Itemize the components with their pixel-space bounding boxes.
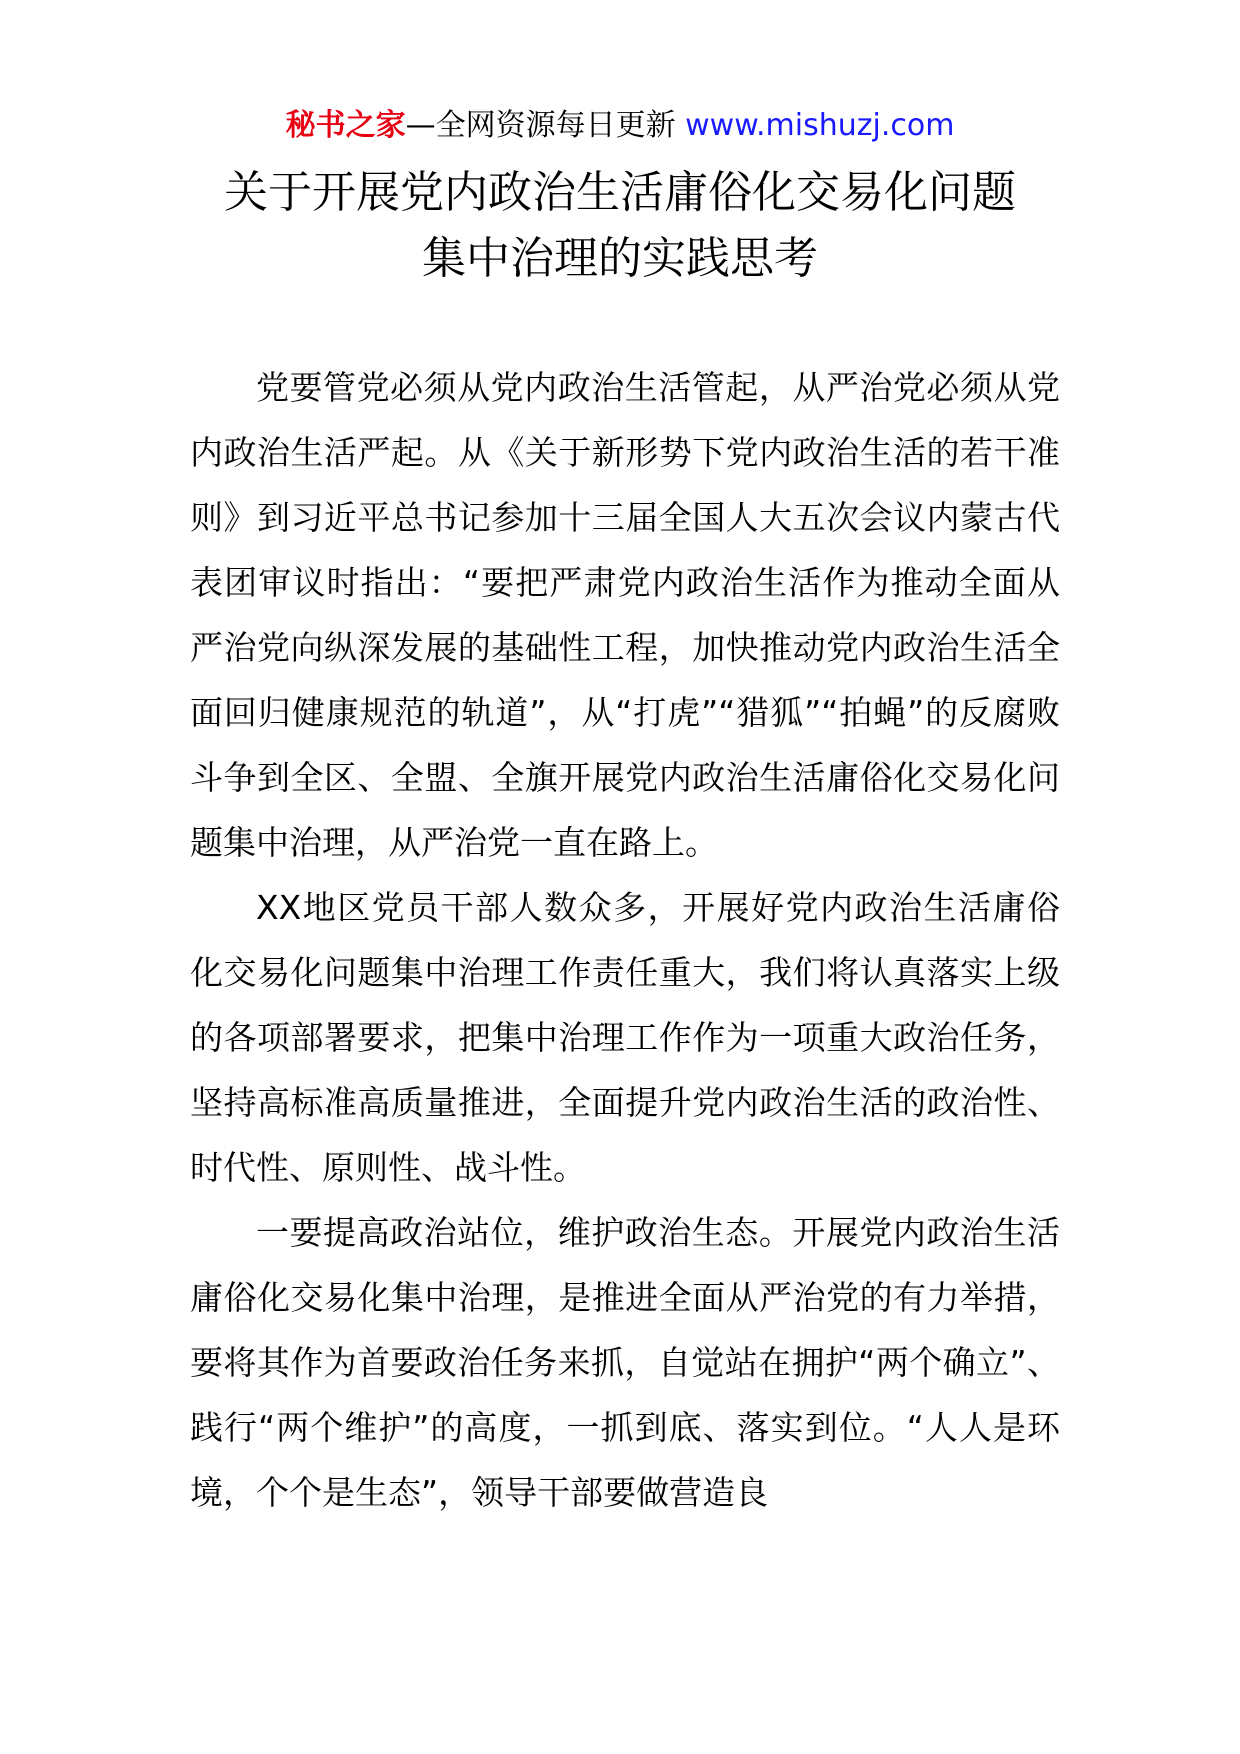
site-header — [0, 104, 1240, 148]
title-line-2: 集中治理的实践思考 — [422, 233, 818, 284]
document-body — [190, 355, 1060, 1525]
paragraph: 一要提高政治站位，维护政治生态。开展党内政治生活庸俗化交易化集中治理，是推进全面从严治党的有力举措，要将其作为首要政治任务来抓，自觉站在拥护“两个确立”、践行“两个维护”的高度，一抓到底、落实到位。“人人是环境，个个是生态”，领导干部要做营造良 — [190, 1213, 1060, 1512]
paragraph: 党要管党必须从党内政治生活管起，从严治党必须从党内政治生活严起。从《关于新形势下党内政治生活的若干准则》到习近平总书记参加十三届全国人大五次会议内蒙古代表团审议时指出：“要把严肃党内政治生活作为推动全面从严治党向纵深发展的基础性工程，加快推动党内政治生活全面回归健康规范的轨道”，从“打虎”“猎狐”“拍蝇”的反腐败斗争到全区、全盟、全旗开展党内政治生活庸俗化交易化问题集中治理，从严治党一直在路上。 — [190, 368, 1060, 862]
title-line-1: 关于开展党内政治生活庸俗化交易化问题 — [224, 167, 1016, 218]
site-brand: 秘书之家 — [285, 108, 406, 143]
site-url-link[interactable]: www.mishuzj.com — [685, 108, 955, 143]
paragraph: XX地区党员干部人数众多，开展好党内政治生活庸俗化交易化问题集中治理工作责任重大，我们将认真落实上级的各项部署要求，把集中治理工作作为一项重大政治任务，坚持高标准高质量推进，全面提升党内政治生活的政治性、时代性、原则性、战斗性。 — [190, 888, 1060, 1187]
site-tagline: —全网资源每日更新 — [405, 108, 676, 143]
document-title — [0, 160, 1240, 292]
